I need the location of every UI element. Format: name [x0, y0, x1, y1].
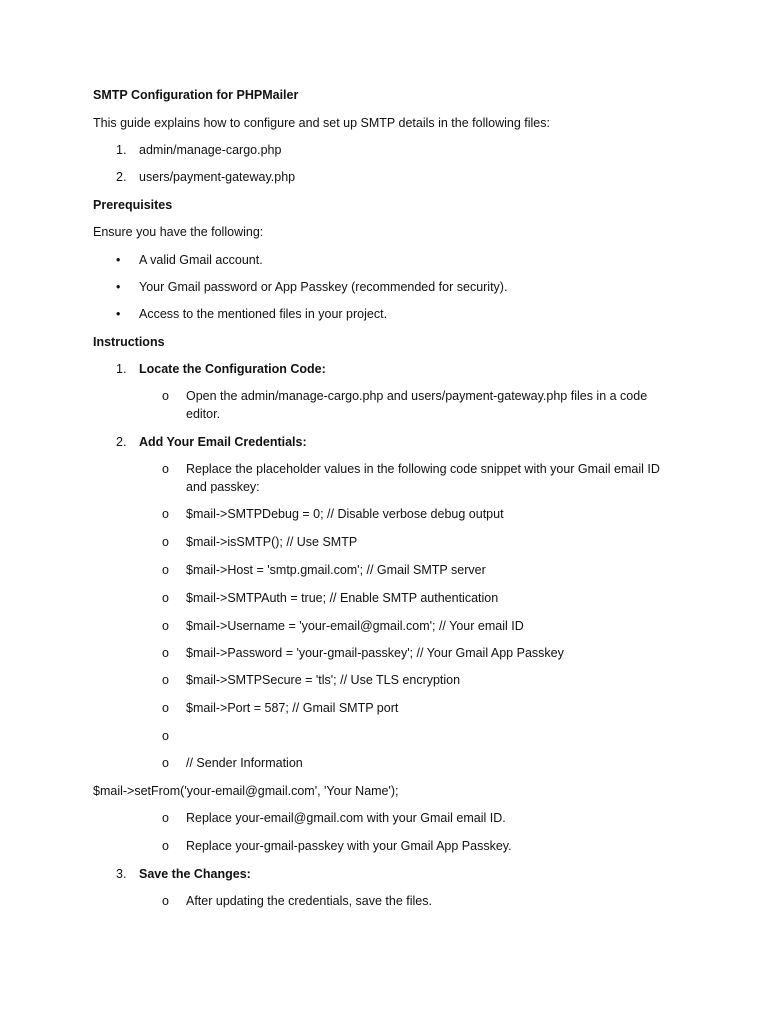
prerequisite-item: A valid Gmail account.	[139, 253, 263, 267]
sub-marker: o	[162, 811, 169, 825]
step-title: Save the Changes:	[139, 867, 251, 881]
step-marker: 2.	[116, 435, 127, 449]
code-line: $mail->Username = 'your-email@gmail.com'; // Your email ID	[186, 619, 524, 633]
step-subitem: Replace your-email@gmail.com with your Gmail email ID.	[186, 811, 506, 825]
file-item: admin/manage-cargo.php	[139, 143, 282, 157]
prerequisite-item: Access to the mentioned files in your project.	[139, 307, 388, 321]
sub-marker: o	[162, 535, 169, 549]
sub-marker: o	[162, 507, 169, 521]
step-subitem: After updating the credentials, save the files.	[186, 894, 432, 908]
step-marker: 1.	[116, 362, 127, 376]
step-subitem: Open the admin/manage-cargo.php and users/payment-gateway.php files in a code editor.	[186, 389, 648, 421]
step-title: Add Your Email Credentials:	[139, 435, 307, 449]
step-subitem: Replace your-gmail-passkey with your Gmail App Passkey.	[186, 839, 512, 853]
instructions-heading: Instructions	[93, 335, 165, 349]
code-line: // Sender Information	[186, 756, 303, 770]
sub-marker: o	[162, 462, 169, 476]
list-marker: 1.	[116, 143, 127, 157]
sub-marker: o	[162, 389, 169, 403]
sub-marker: o	[162, 894, 169, 908]
step-subitem: Replace the placeholder values in the following code snippet with your Gmail email ID and passkey:	[186, 462, 660, 494]
sub-marker: o	[162, 839, 169, 853]
prerequisites-intro: Ensure you have the following:	[93, 225, 264, 239]
code-line: $mail->SMTPAuth = true; // Enable SMTP authentication	[186, 591, 499, 605]
sub-marker: o	[162, 563, 169, 577]
code-line: $mail->SMTPSecure = 'tls'; // Use TLS encryption	[186, 673, 461, 687]
sub-marker: o	[162, 646, 169, 660]
sub-marker: o	[162, 619, 169, 633]
prerequisites-heading: Prerequisites	[93, 198, 173, 212]
code-line: $mail->SMTPDebug = 0; // Disable verbose debug output	[186, 507, 504, 521]
sub-marker: o	[162, 673, 169, 687]
intro-paragraph: This guide explains how to configure and set up SMTP details in the following files:	[93, 116, 550, 130]
code-line-setfrom: $mail->setFrom('your-email@gmail.com', 'Your Name');	[93, 784, 399, 798]
file-item: users/payment-gateway.php	[139, 170, 296, 184]
bullet-marker: •	[116, 280, 121, 294]
step-marker: 3.	[116, 867, 127, 881]
sub-marker: o	[162, 756, 169, 770]
prerequisite-item: Your Gmail password or App Passkey (recommended for security).	[139, 280, 508, 294]
bullet-marker: •	[116, 253, 121, 267]
code-line: $mail->Host = 'smtp.gmail.com'; // Gmail SMTP server	[186, 563, 486, 577]
code-line: $mail->Password = 'your-gmail-passkey'; // Your Gmail App Passkey	[186, 646, 564, 660]
sub-marker: o	[162, 591, 169, 605]
sub-marker: o	[162, 701, 169, 715]
code-line: $mail->isSMTP(); // Use SMTP	[186, 535, 358, 549]
list-marker: 2.	[116, 170, 127, 184]
document-title: SMTP Configuration for PHPMailer	[93, 88, 299, 102]
code-line: $mail->Port = 587; // Gmail SMTP port	[186, 701, 399, 715]
step-title: Locate the Configuration Code:	[139, 362, 326, 376]
bullet-marker: •	[116, 307, 121, 321]
sub-marker: o	[162, 729, 169, 743]
